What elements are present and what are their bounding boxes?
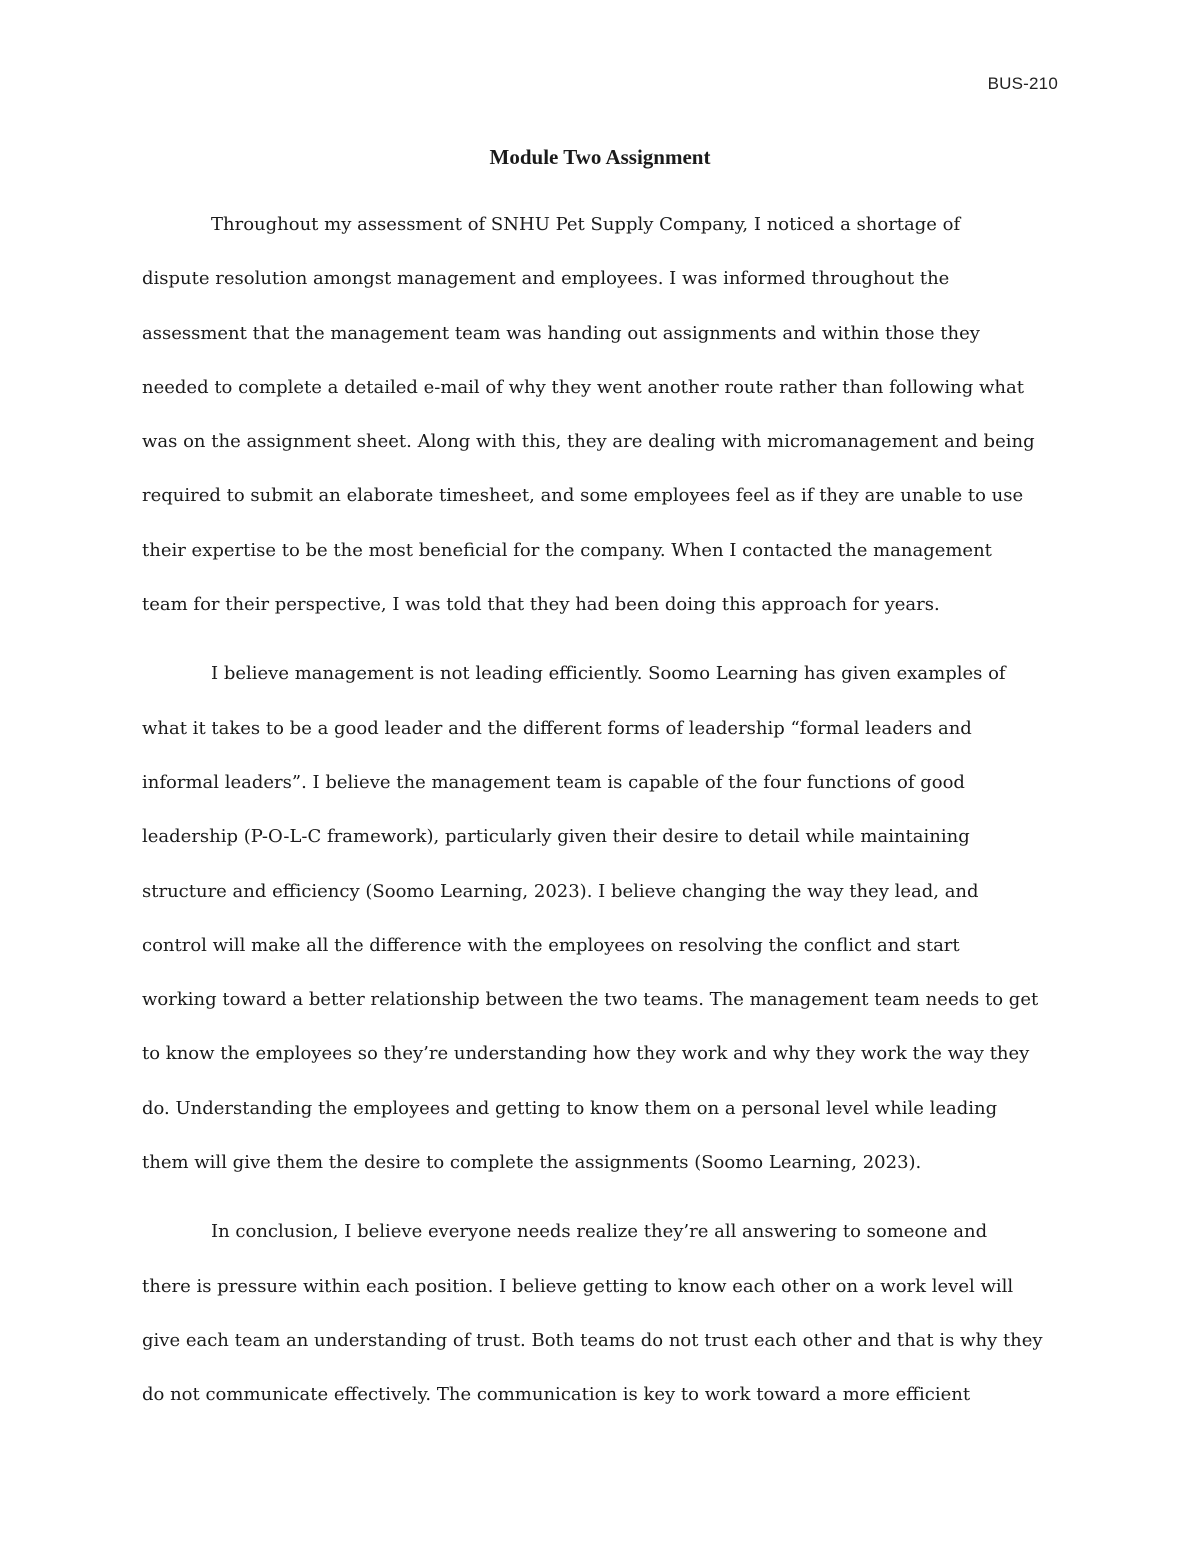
paragraph-1 xyxy=(142,211,1062,645)
paragraph-line: there is pressure within each position. I believe getting to know each other on a work level will xyxy=(142,1275,1014,1297)
paragraph-line: was on the assignment sheet. Along with this, they are dealing with micromanagement and being xyxy=(142,431,1035,453)
paragraph-3 xyxy=(142,1218,1062,1435)
paragraph-line: what it takes to be a good leader and the different forms of leadership “formal leaders and xyxy=(142,717,972,739)
paragraph-line: assessment that the management team was handing out assignments and within those they xyxy=(142,322,980,344)
paragraph-line: control will make all the difference with the employees on resolving the conflict and start xyxy=(142,934,960,956)
paragraph-line: do. Understanding the employees and getting to know them on a personal level while leading xyxy=(142,1097,998,1119)
paragraph-line: their expertise to be the most beneficial for the company. When I contacted the management xyxy=(142,539,992,561)
paragraph-line: dispute resolution amongst management and employees. I was informed throughout the xyxy=(142,268,950,290)
page-header-course-code: BUS-210 xyxy=(987,74,1058,93)
document-body xyxy=(142,211,1062,1436)
paragraph-line: Throughout my assessment of SNHU Pet Supply Company, I noticed a shortage of xyxy=(211,214,961,235)
paragraph-2 xyxy=(142,660,1062,1203)
paragraph-line: to know the employees so they’re understanding how they work and why they work the way they xyxy=(142,1043,1030,1065)
paragraph-line: In conclusion, I believe everyone needs realize they’re all answering to someone and xyxy=(211,1221,988,1243)
paragraph-line: give each team an understanding of trust. Both teams do not trust each other and that is why they xyxy=(142,1329,1043,1351)
paragraph-line: needed to complete a detailed e-mail of why they went another route rather than following what xyxy=(142,376,1024,398)
paragraph-line: informal leaders”. I believe the management team is capable of the four functions of good xyxy=(142,771,965,793)
paragraph-line: do not communicate effectively. The communication is key to work toward a more efficient xyxy=(142,1384,971,1406)
paragraph-line: structure and efficiency (Soomo Learning, 2023). I believe changing the way they lead, and xyxy=(142,880,979,902)
paragraph-line: required to submit an elaborate timesheet, and some employees feel as if they are unable to use xyxy=(142,485,1024,507)
paragraph-line: team for their perspective, I was told that they had been doing this approach for years. xyxy=(142,594,940,616)
paragraph-line: them will give them the desire to complete the assignments (Soomo Learning, 2023). xyxy=(142,1152,922,1174)
paragraph-line: leadership (P-O-L-C framework), particularly given their desire to detail while maintaining xyxy=(142,826,970,848)
document-title: Module Two Assignment xyxy=(489,145,711,169)
paragraph-line: I believe management is not leading efficiently. Soomo Learning has given examples of xyxy=(211,663,1006,685)
paragraph-line: working toward a better relationship between the two teams. The management team needs to get xyxy=(142,989,1039,1011)
